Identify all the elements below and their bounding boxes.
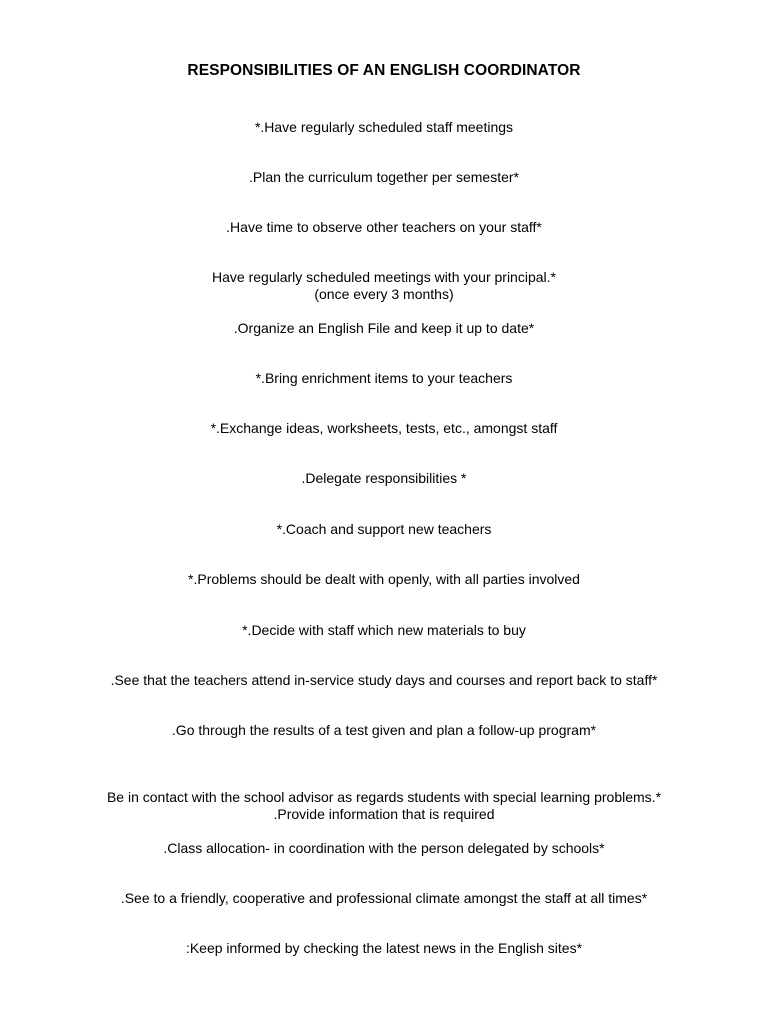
responsibility-item-note: (once every 3 months): [314, 286, 454, 302]
responsibility-item: .Organize an English File and keep it up to date*: [233, 320, 535, 336]
responsibility-item: .See to a friendly, cooperative and professional climate amongst the staff at all times*: [120, 890, 648, 906]
responsibility-item: .See that the teachers attend in-service study days and courses and report back to staff*: [110, 672, 658, 688]
responsibility-item: *.Exchange ideas, worksheets, tests, etc., amongst staff: [210, 420, 558, 436]
responsibility-item: Be in contact with the school advisor as regards students with special learning problems.*: [106, 789, 662, 805]
responsibility-item: .Have time to observe other teachers on your staff*: [226, 219, 542, 235]
responsibility-item: *.Bring enrichment items to your teachers: [255, 370, 513, 386]
responsibility-item: *.Problems should be dealt with openly, with all parties involved: [188, 571, 580, 587]
responsibility-item: .Class allocation- in coordination with the person delegated by schools*: [163, 840, 605, 856]
responsibility-item-continuation: .Provide information that is required: [273, 806, 495, 822]
responsibility-item: Have regularly scheduled meetings with your principal.*: [212, 269, 556, 285]
responsibility-item: :Keep informed by checking the latest news in the English sites*: [185, 940, 583, 956]
page-title: RESPONSIBILITIES OF AN ENGLISH COORDINATOR: [187, 62, 581, 79]
responsibility-item: *.Coach and support new teachers: [276, 521, 492, 537]
responsibility-item: .Go through the results of a test given and plan a follow-up program*: [171, 722, 597, 738]
responsibility-item: .Delegate responsibilities *: [301, 470, 467, 486]
responsibility-item: *.Have regularly scheduled staff meetings: [254, 119, 514, 135]
responsibility-item: .Plan the curriculum together per semester*: [248, 169, 519, 185]
responsibility-item: *.Decide with staff which new materials to buy: [242, 622, 526, 638]
